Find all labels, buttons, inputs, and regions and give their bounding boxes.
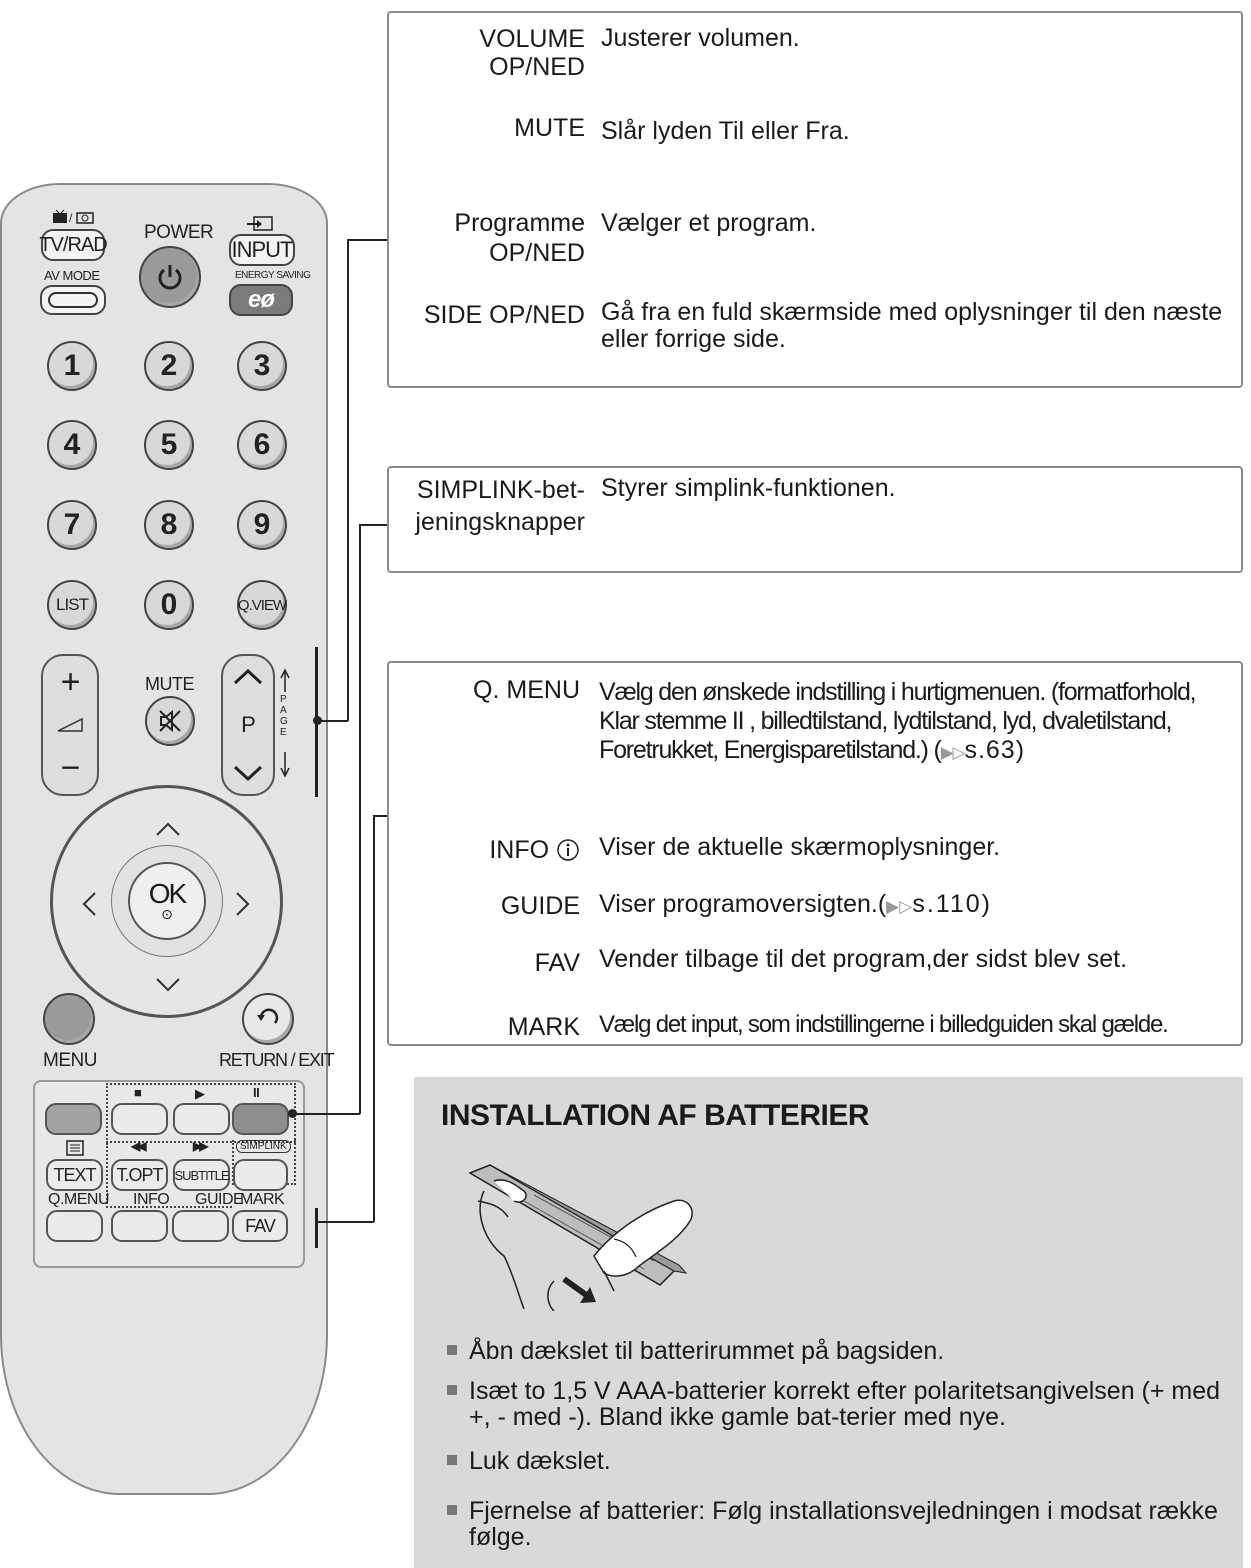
info-button[interactable] (111, 1210, 168, 1242)
return-exit-button[interactable] (242, 993, 294, 1045)
connector-v2 (359, 524, 361, 1114)
play-yellow-button[interactable] (173, 1103, 230, 1135)
label-mute (400, 114, 585, 142)
digit-7-button[interactable] (47, 500, 97, 550)
av-mode-button[interactable] (40, 285, 106, 315)
connector-h1b (347, 239, 389, 241)
red-button[interactable] (45, 1103, 102, 1135)
av-mode-label: AV MODE (44, 268, 100, 283)
label-mark: MARK (507, 1013, 580, 1041)
subtitle-label: SUBTITLE (174, 1167, 229, 1183)
subtitle-button[interactable] (173, 1159, 230, 1191)
page-label: PAGE (280, 694, 288, 738)
tv-rad-button[interactable] (41, 229, 105, 261)
page-ref-arrow-icon: ▶▷ (886, 897, 913, 916)
input-button[interactable] (229, 234, 295, 266)
tv-radio-icon (51, 209, 97, 225)
av-mode-bar (48, 292, 98, 308)
fav-label: FAV (245, 1215, 275, 1236)
digit-label: 9 (253, 508, 271, 541)
desc-tail: ) (981, 890, 990, 918)
t-opt-label: T.OPT (116, 1164, 163, 1185)
desc-mark: Vælg det input, som indstillingerne i billedguiden skal gælde. (599, 1011, 1168, 1038)
mute-icon (157, 708, 183, 734)
pause-icon: II (253, 1085, 260, 1100)
connector-h3 (318, 1221, 374, 1223)
label-line: SIMPLINK-bet- (416, 476, 585, 504)
power-icon (155, 262, 185, 292)
tv-rad-label: TV/RAD (39, 233, 107, 256)
nav-down-icon[interactable] (154, 976, 182, 994)
program-rocker[interactable] (221, 654, 275, 796)
digit-2-button[interactable] (144, 341, 194, 391)
step-text: Fjernelse af batterier: Følg installationsvejledningen i modsat række følge. (469, 1497, 1218, 1551)
step-text: Isæt to 1,5 V AAA-batterier korrekt efter polaritetsangivelsen (+ med +, - med -). Bland ikke gamle bat-terier med nye. (469, 1377, 1221, 1431)
info-circle-icon (556, 838, 580, 862)
ok-dot-icon: ⊙ (161, 906, 173, 922)
chevron-up-icon (233, 669, 263, 685)
label-line: OP/NED (489, 53, 585, 81)
nav-right-icon[interactable] (234, 890, 252, 918)
list-label: LIST (56, 595, 88, 614)
label-line: jeningsknapper (415, 508, 585, 536)
bracket-line-fav (315, 1208, 318, 1248)
label-qmenu: Q. MENU (473, 676, 580, 704)
menu-label: MENU (43, 1050, 97, 1071)
digit-5-button[interactable] (144, 420, 194, 470)
digit-label: 6 (253, 428, 271, 461)
return-exit-label: RETURN / EXIT (219, 1050, 334, 1070)
pause-blue-button[interactable] (232, 1103, 289, 1135)
connector-h2 (292, 1113, 360, 1115)
digit-label: 3 (253, 349, 271, 382)
rewind-icon: ◀◀ (131, 1139, 144, 1153)
return-icon (253, 1007, 283, 1031)
svg-text:/: / (69, 211, 73, 225)
battery-step-2 (447, 1378, 1227, 1430)
connector-v1 (347, 239, 349, 721)
page-ref-arrow-icon: ▶▷ (940, 743, 965, 762)
label-line: Programme (454, 209, 585, 237)
digit-label: 1 (63, 349, 81, 382)
energy-saving-button[interactable] (229, 284, 293, 316)
bullet-square-icon (447, 1505, 457, 1515)
stop-icon: ■ (134, 1085, 142, 1100)
label-fav: FAV (534, 949, 580, 977)
digit-label: 0 (160, 588, 178, 621)
digit-4-button[interactable] (47, 420, 97, 470)
desc-guide-text: Viser programoversigten.( (599, 890, 887, 918)
digit-label: 2 (160, 349, 178, 382)
guide-button[interactable] (172, 1210, 229, 1242)
digit-label: 4 (63, 428, 81, 461)
q-view-button[interactable] (237, 580, 287, 630)
energy-leaf-icon: eø (247, 286, 274, 313)
q-menu-button[interactable] (46, 1210, 103, 1242)
label-line: SIDE OP/NED (423, 301, 585, 329)
connector-dot-1 (313, 716, 322, 725)
digit-6-button[interactable] (237, 420, 287, 470)
label-info (400, 836, 580, 864)
connector-h1 (318, 720, 348, 722)
desc-qmenu (599, 678, 1229, 767)
chevron-down-icon (233, 765, 263, 781)
battery-installation-panel (414, 1077, 1243, 1568)
battery-step-1 (447, 1338, 1227, 1364)
q-menu-label: Q.MENU (48, 1191, 109, 1208)
digit-0-button[interactable] (144, 580, 194, 630)
page-ref: s.63 (964, 736, 1016, 764)
digit-3-button[interactable] (237, 341, 287, 391)
label-programme (400, 208, 585, 268)
mute-button[interactable] (145, 696, 195, 746)
desc-volume: Justerer volumen. (601, 24, 800, 52)
volume-rocker[interactable] (41, 654, 99, 796)
menu-button[interactable] (43, 993, 95, 1045)
input-label: INPUT (231, 237, 293, 262)
desc-side: Gå fra en fuld skærmside med oplysninger til den næste eller forrige side. (601, 298, 1223, 353)
simplink-label: SIMPLINK (236, 1140, 291, 1153)
page-arrow-icon (278, 668, 292, 778)
desc-fav: Vender tilbage til det program,der sidst blev set. (599, 945, 1128, 973)
label-volume (400, 25, 585, 81)
teletext-icon (65, 1140, 85, 1156)
volume-up-icon: + (60, 662, 80, 701)
power-button[interactable] (139, 246, 201, 308)
mark-fav-button[interactable] (232, 1210, 288, 1242)
digit-1-button[interactable] (47, 341, 97, 391)
nav-left-icon[interactable] (80, 890, 98, 918)
info-label: INFO (133, 1191, 170, 1208)
label-info-text: INFO (489, 836, 550, 864)
nav-up-icon[interactable] (154, 820, 182, 838)
simplink-button[interactable] (233, 1159, 288, 1191)
play-icon: ▶ (195, 1086, 205, 1101)
mute-label: MUTE (145, 674, 194, 694)
fast-forward-icon: ▶▶ (193, 1139, 206, 1153)
desc-mute: Slår lyden Til eller Fra. (601, 117, 850, 145)
input-icon (246, 215, 276, 233)
digit-label: 5 (160, 428, 178, 461)
remote-control-illustration (0, 0, 340, 1568)
volume-wedge-icon (57, 718, 83, 732)
ok-label: OK (148, 878, 186, 909)
battery-step-4 (447, 1498, 1227, 1550)
battery-step-3 (447, 1448, 1227, 1474)
mark-label: MARK (240, 1191, 285, 1208)
desc-info: Viser de aktuelle skærmoplysninger. (599, 833, 1001, 861)
step-text: Åbn dækslet til batterirummet på bagsiden. (469, 1337, 945, 1365)
connector-v3 (373, 815, 375, 1222)
text-label: TEXT (53, 1164, 96, 1185)
bullet-square-icon (447, 1345, 457, 1355)
connector-dot-2 (288, 1109, 297, 1118)
ok-button[interactable] (128, 862, 206, 940)
page-ref: s.110 (912, 890, 982, 918)
connector-h2b (359, 524, 389, 526)
digit-label: 8 (160, 508, 178, 541)
desc-guide (599, 891, 990, 920)
label-line: MUTE (514, 114, 585, 142)
desc-simplink: Styrer simplink-funktionen. (601, 474, 896, 502)
text-button[interactable] (46, 1159, 103, 1191)
bullet-square-icon (447, 1455, 457, 1465)
t-opt-button[interactable] (111, 1159, 168, 1191)
volume-down-icon: − (60, 749, 80, 788)
label-simplink (395, 474, 585, 538)
desc-tail: ) (1015, 736, 1023, 764)
list-button[interactable] (47, 580, 97, 630)
battery-title: INSTALLATION AF BATTERIER (441, 1099, 870, 1132)
desc-programme: Vælger et program. (601, 209, 817, 237)
battery-cover-illustration (464, 1161, 704, 1311)
digit-label: 7 (63, 508, 81, 541)
q-view-label: Q.VIEW (237, 596, 287, 614)
energy-saving-label: ENERGY SAVING (235, 270, 311, 281)
step-text: Luk dækslet. (469, 1447, 611, 1475)
label-side (400, 301, 585, 329)
label-line: VOLUME (479, 25, 585, 53)
stop-green-button[interactable] (111, 1103, 168, 1135)
p-label: P (241, 711, 255, 737)
power-label: POWER (144, 222, 214, 243)
label-guide: GUIDE (500, 892, 580, 920)
desc-qmenu-text: Vælg den ønskede indstilling i hurtigmenuen. (formatforhold, Klar stemme II , billedtilstand, lydtilstand, lyd, dvaletilstand, Foretrukket, Energisparetilstand.) ( (599, 678, 1196, 764)
digit-9-button[interactable] (237, 500, 287, 550)
bullet-square-icon (447, 1385, 457, 1395)
digit-8-button[interactable] (144, 500, 194, 550)
guide-label: GUIDE (195, 1191, 244, 1208)
label-line: OP/NED (489, 239, 585, 267)
